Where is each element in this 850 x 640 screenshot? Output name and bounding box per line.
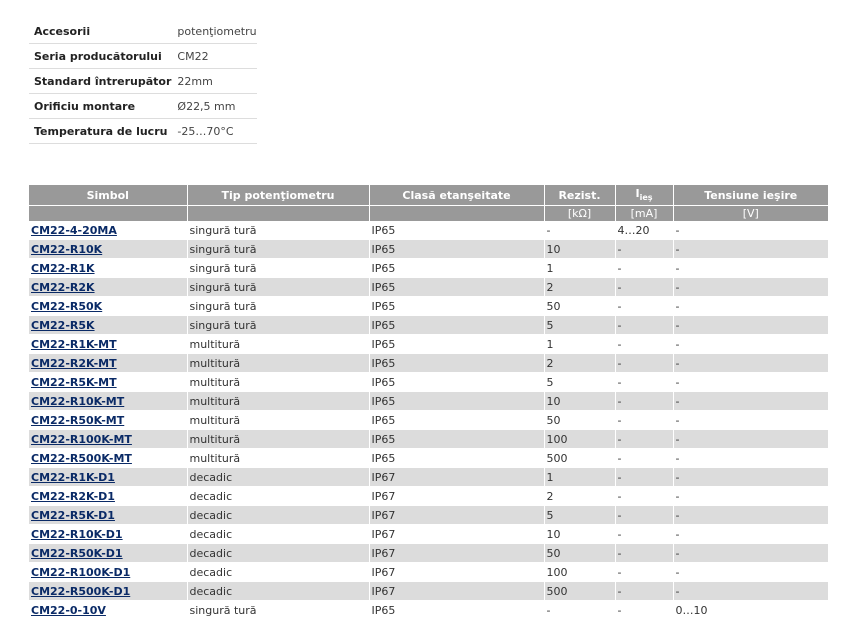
table-row (29, 506, 828, 525)
spec-label: Standard întrerupător (29, 69, 172, 94)
cell-symbol (29, 582, 187, 601)
spec-row (29, 119, 257, 144)
cell-symbol (29, 525, 187, 544)
cell-ip-class: IP67 (369, 544, 544, 563)
cell-resistance: 2 (544, 278, 615, 297)
unit-type-empty (187, 206, 369, 222)
product-link[interactable]: CM22-R50K-MT (31, 413, 125, 427)
cell-resistance: 1 (544, 468, 615, 487)
cell-output-current: - (615, 525, 673, 544)
cell-output-current: - (615, 506, 673, 525)
product-link[interactable]: CM22-R10K-MT (31, 394, 125, 408)
product-link[interactable]: CM22-R50K-D1 (31, 546, 123, 560)
cell-resistance: 100 (544, 563, 615, 582)
cell-type: singură tură (187, 297, 369, 316)
cell-resistance: 50 (544, 297, 615, 316)
cell-resistance: 2 (544, 487, 615, 506)
cell-output-voltage: - (673, 240, 828, 259)
header-output-current-main: I (635, 187, 640, 201)
cell-type: multitură (187, 373, 369, 392)
spec-value: Ø22,5 mm (172, 94, 257, 119)
table-row (29, 544, 828, 563)
cell-output-current: - (615, 601, 673, 620)
cell-ip-class: IP67 (369, 563, 544, 582)
table-row (29, 297, 828, 316)
cell-ip-class: IP65 (369, 221, 544, 240)
header-output-current-sub: ieş (639, 193, 653, 203)
spec-label: Temperatura de lucru (29, 119, 172, 144)
cell-type: decadic (187, 506, 369, 525)
header-row (29, 185, 828, 206)
cell-ip-class: IP65 (369, 411, 544, 430)
cell-symbol (29, 506, 187, 525)
cell-output-voltage: - (673, 525, 828, 544)
cell-output-current: 4…20 (615, 221, 673, 240)
product-link[interactable]: CM22-R10K-D1 (31, 527, 123, 541)
cell-symbol (29, 430, 187, 449)
spec-row (29, 94, 257, 119)
cell-symbol (29, 449, 187, 468)
table-row (29, 354, 828, 373)
cell-type: decadic (187, 468, 369, 487)
table-row (29, 449, 828, 468)
cell-ip-class: IP65 (369, 449, 544, 468)
cell-symbol (29, 487, 187, 506)
cell-symbol (29, 544, 187, 563)
product-link[interactable]: CM22-R5K-D1 (31, 508, 115, 522)
cell-output-current: - (615, 430, 673, 449)
cell-type: singură tură (187, 316, 369, 335)
spec-value: potenţiometru (172, 19, 257, 44)
product-link[interactable]: CM22-R50K (31, 299, 103, 313)
table-row (29, 335, 828, 354)
cell-symbol (29, 316, 187, 335)
header-ip-class[interactable]: Clasă etanşeitate (369, 185, 544, 206)
spec-value: CM22 (172, 44, 257, 69)
header-resistance[interactable]: Rezist. (544, 185, 615, 206)
cell-type: multitură (187, 411, 369, 430)
units-row (29, 206, 828, 222)
cell-output-current: - (615, 278, 673, 297)
cell-output-voltage: - (673, 316, 828, 335)
product-link[interactable]: CM22-0-10V (31, 603, 106, 617)
table-row (29, 316, 828, 335)
cell-output-current: - (615, 354, 673, 373)
cell-output-voltage: - (673, 411, 828, 430)
cell-resistance: 10 (544, 525, 615, 544)
cell-ip-class: IP67 (369, 582, 544, 601)
cell-symbol (29, 278, 187, 297)
cell-output-current: - (615, 240, 673, 259)
cell-output-voltage: - (673, 487, 828, 506)
product-link[interactable]: CM22-R100K-MT (31, 432, 132, 446)
cell-type: singură tură (187, 278, 369, 297)
cell-output-current: - (615, 259, 673, 278)
cell-output-voltage: - (673, 468, 828, 487)
product-table-header (29, 185, 828, 221)
cell-ip-class: IP65 (369, 297, 544, 316)
cell-resistance: 5 (544, 506, 615, 525)
cell-output-current: - (615, 392, 673, 411)
cell-output-current: - (615, 563, 673, 582)
cell-output-current: - (615, 487, 673, 506)
cell-type: multitură (187, 335, 369, 354)
cell-resistance: - (544, 221, 615, 240)
spec-label: Seria producătorului (29, 44, 172, 69)
cell-symbol (29, 563, 187, 582)
cell-symbol (29, 468, 187, 487)
cell-resistance: 10 (544, 240, 615, 259)
table-row (29, 525, 828, 544)
product-link[interactable]: CM22-R5K (31, 318, 95, 332)
unit-symbol-empty (29, 206, 187, 222)
cell-ip-class: IP65 (369, 354, 544, 373)
cell-resistance: 100 (544, 430, 615, 449)
cell-resistance: 1 (544, 335, 615, 354)
spec-row (29, 69, 257, 94)
cell-output-voltage: - (673, 278, 828, 297)
cell-symbol (29, 221, 187, 240)
cell-output-current: - (615, 335, 673, 354)
cell-symbol (29, 335, 187, 354)
cell-output-voltage: - (673, 430, 828, 449)
table-row (29, 278, 828, 297)
cell-ip-class: IP65 (369, 316, 544, 335)
cell-output-voltage: - (673, 335, 828, 354)
cell-type: decadic (187, 582, 369, 601)
cell-output-current: - (615, 449, 673, 468)
cell-symbol (29, 373, 187, 392)
cell-output-voltage: - (673, 544, 828, 563)
product-link[interactable]: CM22-R10K (31, 242, 103, 256)
cell-symbol (29, 354, 187, 373)
cell-ip-class: IP67 (369, 506, 544, 525)
cell-resistance: 50 (544, 411, 615, 430)
cell-type: decadic (187, 563, 369, 582)
unit-resistance: [kΩ] (544, 206, 615, 222)
cell-type: singură tură (187, 259, 369, 278)
cell-type: singură tură (187, 221, 369, 240)
table-row (29, 601, 828, 620)
cell-ip-class: IP65 (369, 373, 544, 392)
cell-output-voltage: - (673, 563, 828, 582)
product-link[interactable]: CM22-R500K-D1 (31, 584, 131, 598)
unit-ip-empty (369, 206, 544, 222)
cell-type: multitură (187, 449, 369, 468)
product-link[interactable]: CM22-R1K-D1 (31, 470, 115, 484)
cell-resistance: 5 (544, 373, 615, 392)
cell-output-voltage: - (673, 392, 828, 411)
cell-ip-class: IP65 (369, 240, 544, 259)
table-row (29, 240, 828, 259)
cell-type: decadic (187, 487, 369, 506)
unit-output-voltage: [V] (673, 206, 828, 222)
product-link[interactable]: CM22-R100K-D1 (31, 565, 131, 579)
cell-type: singură tură (187, 240, 369, 259)
spec-value: -25…70°C (172, 119, 257, 144)
cell-type: multitură (187, 430, 369, 449)
cell-resistance: 2 (544, 354, 615, 373)
product-link[interactable]: CM22-4-20MA (31, 223, 117, 237)
cell-ip-class: IP65 (369, 430, 544, 449)
cell-output-voltage: - (673, 449, 828, 468)
product-link[interactable]: CM22-R2K-D1 (31, 489, 115, 503)
cell-ip-class: IP65 (369, 335, 544, 354)
cell-resistance: 50 (544, 544, 615, 563)
product-link[interactable]: CM22-R500K-MT (31, 451, 132, 465)
table-row (29, 392, 828, 411)
cell-type: multitură (187, 392, 369, 411)
spec-value: 22mm (172, 69, 257, 94)
cell-symbol (29, 601, 187, 620)
header-output-voltage[interactable]: Tensiune ieşire (673, 185, 828, 206)
table-row (29, 430, 828, 449)
cell-resistance: 500 (544, 449, 615, 468)
table-row (29, 487, 828, 506)
unit-output-current: [mA] (615, 206, 673, 222)
cell-output-current: - (615, 411, 673, 430)
cell-ip-class: IP67 (369, 487, 544, 506)
product-link[interactable]: CM22-R2K (31, 280, 95, 294)
cell-type: decadic (187, 525, 369, 544)
cell-output-current: - (615, 373, 673, 392)
header-symbol[interactable]: Simbol (29, 185, 187, 206)
cell-output-current: - (615, 468, 673, 487)
product-link[interactable]: CM22-R5K-MT (31, 375, 117, 389)
table-row (29, 373, 828, 392)
spec-table (29, 19, 257, 144)
cell-resistance: 500 (544, 582, 615, 601)
table-row (29, 411, 828, 430)
spec-label: Accesorii (29, 19, 172, 44)
table-row (29, 468, 828, 487)
cell-output-current: - (615, 297, 673, 316)
cell-output-voltage: - (673, 506, 828, 525)
cell-output-voltage: - (673, 259, 828, 278)
header-output-current[interactable] (615, 185, 673, 206)
table-row (29, 221, 828, 240)
product-link[interactable]: CM22-R2K-MT (31, 356, 117, 370)
cell-output-voltage: - (673, 221, 828, 240)
cell-ip-class: IP65 (369, 278, 544, 297)
cell-resistance: 5 (544, 316, 615, 335)
spec-row (29, 44, 257, 69)
table-row (29, 259, 828, 278)
product-table (29, 185, 828, 620)
cell-ip-class: IP65 (369, 601, 544, 620)
cell-symbol (29, 411, 187, 430)
cell-symbol (29, 240, 187, 259)
cell-output-current: - (615, 582, 673, 601)
header-type[interactable]: Tip potenţiometru (187, 185, 369, 206)
cell-type: singură tură (187, 601, 369, 620)
cell-output-current: - (615, 544, 673, 563)
cell-ip-class: IP67 (369, 468, 544, 487)
cell-symbol (29, 297, 187, 316)
product-link[interactable]: CM22-R1K (31, 261, 95, 275)
spec-label: Orificiu montare (29, 94, 172, 119)
cell-output-voltage: - (673, 373, 828, 392)
cell-output-voltage: - (673, 582, 828, 601)
cell-ip-class: IP67 (369, 525, 544, 544)
cell-symbol (29, 392, 187, 411)
cell-ip-class: IP65 (369, 259, 544, 278)
spec-row (29, 19, 257, 44)
table-row (29, 582, 828, 601)
cell-output-voltage: - (673, 297, 828, 316)
cell-resistance: 10 (544, 392, 615, 411)
cell-output-current: - (615, 316, 673, 335)
product-link[interactable]: CM22-R1K-MT (31, 337, 117, 351)
table-row (29, 563, 828, 582)
cell-symbol (29, 259, 187, 278)
cell-resistance: 1 (544, 259, 615, 278)
spec-table-body (29, 19, 257, 144)
cell-resistance: - (544, 601, 615, 620)
cell-ip-class: IP65 (369, 392, 544, 411)
product-table-body (29, 221, 828, 620)
cell-output-voltage: - (673, 354, 828, 373)
cell-output-voltage: 0…10 (673, 601, 828, 620)
cell-type: multitură (187, 354, 369, 373)
cell-type: decadic (187, 544, 369, 563)
